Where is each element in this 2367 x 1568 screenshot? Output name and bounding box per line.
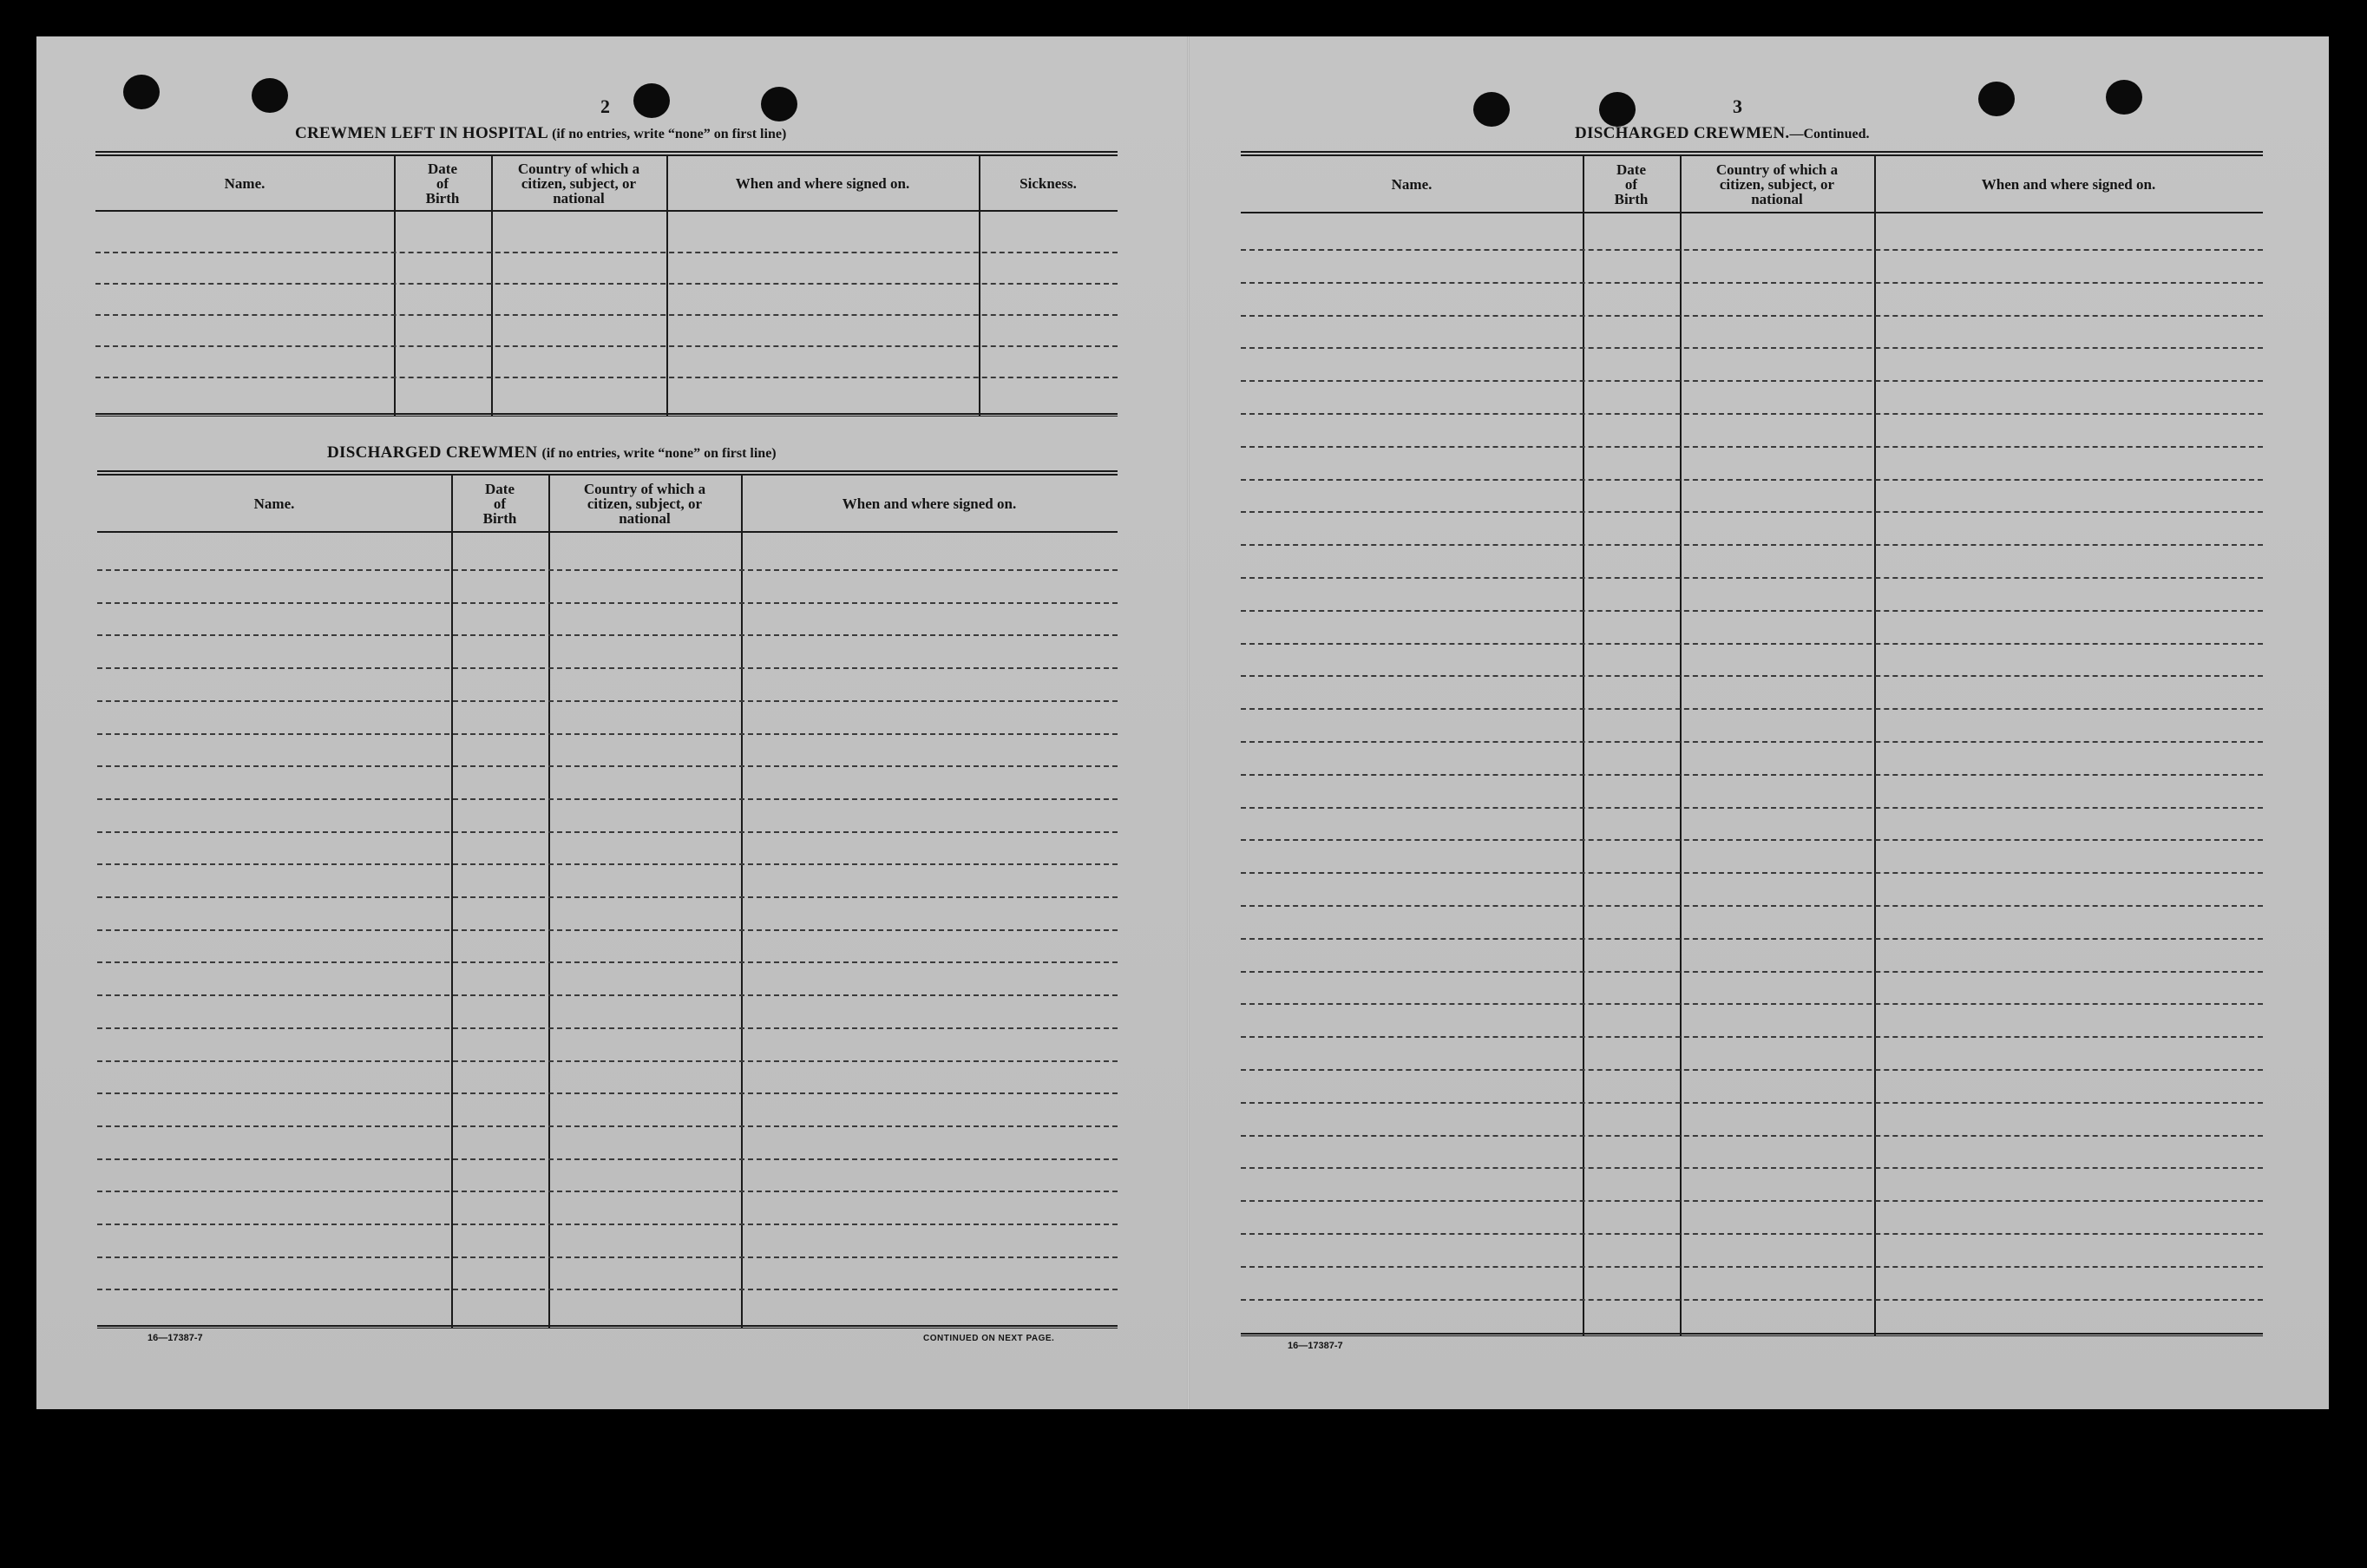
col-head-name: Name. [253,495,295,512]
entry-line [97,863,1118,865]
entry-line [1241,380,2263,382]
table-header-row [1241,156,2263,213]
entry-line [97,634,1118,636]
entry-line [1241,741,2263,743]
punch-hole [252,78,288,113]
punch-hole [761,87,797,121]
col-head-country: Country of which a citizen, subject, or national [1715,161,1839,207]
entry-line [1241,577,2263,579]
punch-hole [633,83,670,118]
col-head-name: Name. [224,174,266,192]
entry-line [1241,511,2263,513]
page-number-left: 2 [600,95,610,117]
punch-hole [2106,80,2142,115]
table-bottom-rule [95,413,1118,417]
column-divider [1680,156,1682,1336]
entry-line [95,314,1118,316]
entry-line [97,994,1118,996]
entry-line [1241,1200,2263,1202]
entry-line [95,377,1118,378]
entry-line [97,1224,1118,1225]
punch-hole [1599,92,1636,127]
page-number-right: 3 [1733,95,1742,117]
entry-line [1241,446,2263,448]
entry-line [97,700,1118,702]
hospital-title-text: CREWMEN LEFT IN HOSPITAL [295,124,548,142]
punch-hole [1473,92,1510,127]
entry-line [95,345,1118,347]
entry-line [1241,1069,2263,1071]
col-head-dob: Date of Birth [482,480,517,527]
discharged-continued-title [1575,124,1869,143]
entry-line [97,1027,1118,1029]
discharged-table-right [1241,151,2263,1336]
col-head-signed: When and where signed on. [842,495,1017,512]
entry-line [1241,872,2263,874]
entry-line [97,1125,1118,1127]
entry-line [97,1158,1118,1160]
entry-line [97,667,1118,669]
hospital-table [95,151,1118,422]
entry-line [1241,1102,2263,1104]
entry-line [97,831,1118,833]
entry-line [97,961,1118,963]
entry-line [1241,1003,2263,1005]
entry-line [95,252,1118,253]
entry-line [1241,774,2263,776]
column-divider [1583,156,1584,1336]
entry-line [97,733,1118,735]
table-header-row [95,156,1118,212]
entry-line [1241,544,2263,546]
entry-line [1241,315,2263,317]
entry-line [1241,1266,2263,1268]
hospital-section-title [295,124,786,143]
entry-line [97,1092,1118,1094]
entry-line [1241,938,2263,940]
table-bottom-rule [1241,1333,2263,1336]
entry-line [1241,1036,2263,1038]
entry-line [1241,971,2263,973]
entry-line [1241,905,2263,907]
col-head-sickness: Sickness. [1020,174,1077,192]
entry-line [1241,807,2263,809]
entry-line [1241,282,2263,284]
entry-line [97,929,1118,931]
continued-title-suffix: —Continued. [1789,127,1870,141]
entry-line [1241,675,2263,677]
col-head-country: Country of which a citizen, subject, or national [517,160,640,207]
entry-line [1241,1167,2263,1169]
col-head-dob: Date of Birth [1614,161,1649,207]
discharged-title-text: DISCHARGED CREWMEN [327,443,538,462]
col-head-signed: When and where signed on. [735,174,910,192]
entry-line [97,1256,1118,1258]
entry-line [1241,347,2263,349]
col-head-country: Country of which a citizen, subject, or national [583,480,706,527]
form-code-left: 16—17387-7 [148,1333,203,1343]
form-code-right: 16—17387-7 [1288,1341,1343,1351]
entry-line [97,1191,1118,1192]
table-bottom-rule [97,1325,1118,1329]
entry-line [1241,1233,2263,1235]
col-head-signed: When and where signed on. [1981,175,2156,193]
entry-line [1241,479,2263,481]
entry-line [1241,708,2263,710]
entry-line [97,569,1118,571]
entry-line [97,1289,1118,1290]
entry-line [1241,643,2263,645]
continued-note: CONTINUED ON NEXT PAGE. [923,1334,1055,1343]
entry-line [1241,1299,2263,1301]
punch-hole [1978,82,2015,116]
entry-line [97,765,1118,767]
entry-line [1241,839,2263,841]
entry-line [1241,1135,2263,1137]
discharged-table-left [97,470,1118,1331]
entry-line [97,896,1118,898]
table-header-row [97,476,1118,533]
entry-line [1241,413,2263,415]
entry-line [97,798,1118,800]
entry-line [97,602,1118,604]
entry-line [1241,249,2263,251]
center-fold [1187,36,1190,1409]
column-divider [1874,156,1876,1336]
entry-line [97,1060,1118,1062]
col-head-dob: Date of Birth [425,160,460,207]
continued-title-text: DISCHARGED CREWMEN. [1575,124,1790,142]
hospital-title-instruction: (if no entries, write “none” on first line) [552,127,787,141]
discharged-title-instruction: (if no entries, write “none” on first line) [541,446,777,461]
entry-line [1241,610,2263,612]
discharged-section-title [327,443,777,463]
entry-line [95,283,1118,285]
punch-hole [123,75,160,109]
col-head-name: Name. [1391,175,1433,193]
